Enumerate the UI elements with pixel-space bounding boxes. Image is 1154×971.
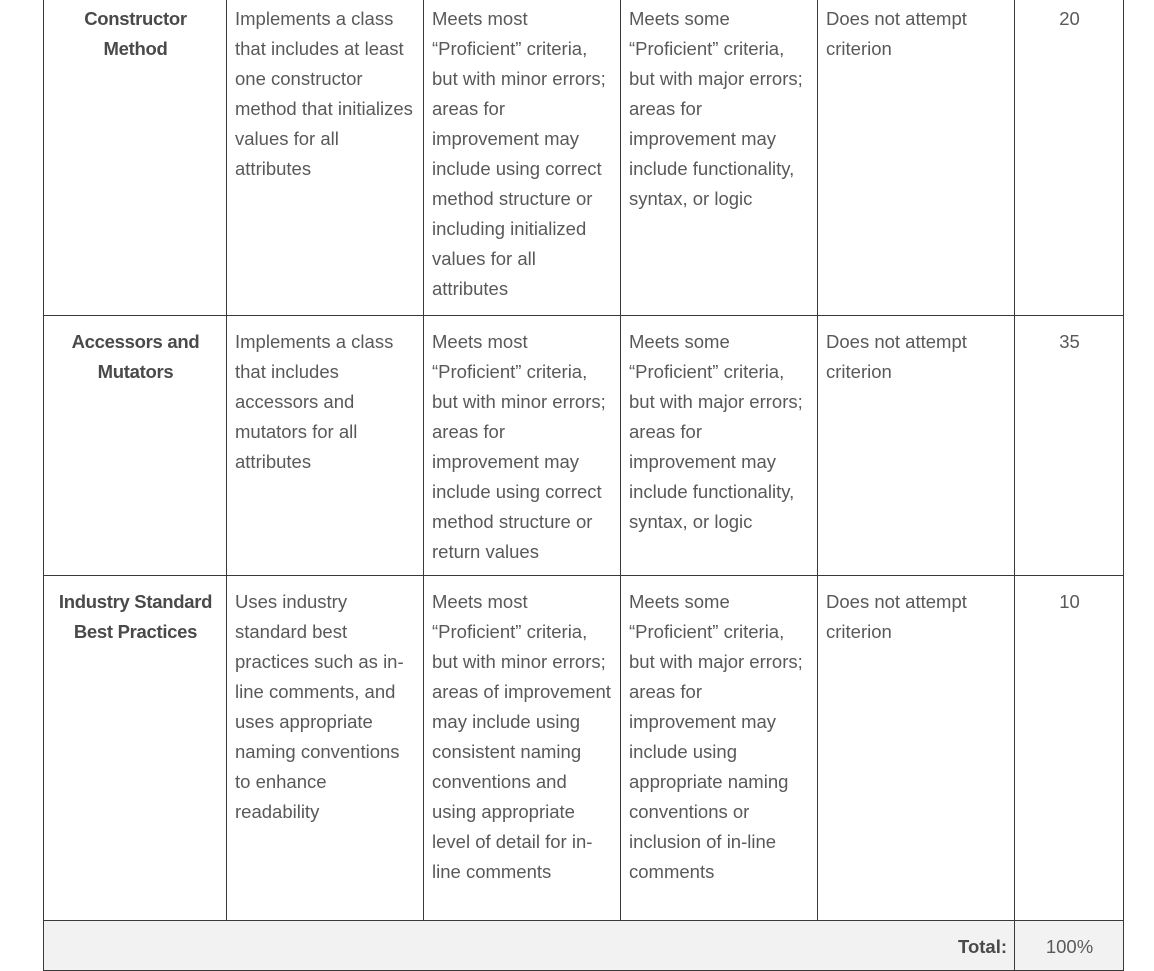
rubric-row-accessors-and-mutators xyxy=(44,316,1124,576)
needs-improvement-cell: Meets some “Proficient” criteria, but with major errors; areas for improvement may include functionality, syntax, or logic xyxy=(621,316,818,576)
rubric-row-industry-standard-best-practices xyxy=(44,576,1124,921)
value-cell: 35 xyxy=(1015,316,1124,576)
total-row xyxy=(44,921,1124,971)
total-label: Total: xyxy=(44,921,1015,971)
not-evident-cell: Does not attempt criterion xyxy=(818,576,1015,921)
total-value: 100% xyxy=(1015,921,1124,971)
needs-improvement-cell: Meets some “Proficient” criteria, but with major errors; areas for improvement may include using appropriate naming conventions or inclusion of in-line comments xyxy=(621,576,818,921)
value-cell: 20 xyxy=(1015,0,1124,316)
proficient-cell: Meets most “Proficient” criteria, but with minor errors; areas for improvement may include using correct method structure or including initialized values for all attributes xyxy=(424,0,621,316)
value-cell: 10 xyxy=(1015,576,1124,921)
exemplary-cell: Uses industry standard best practices such as in-line comments, and uses appropriate naming conventions to enhance readability xyxy=(227,576,424,921)
exemplary-cell: Implements a class that includes accessors and mutators for all attributes xyxy=(227,316,424,576)
criterion-cell: Industry Standard Best Practices xyxy=(44,576,227,921)
rubric-row-constructor-method xyxy=(44,0,1124,316)
criterion-cell: Constructor Method xyxy=(44,0,227,316)
not-evident-cell: Does not attempt criterion xyxy=(818,0,1015,316)
not-evident-cell: Does not attempt criterion xyxy=(818,316,1015,576)
rubric-table xyxy=(43,0,1124,971)
needs-improvement-cell: Meets some “Proficient” criteria, but with major errors; areas for improvement may include functionality, syntax, or logic xyxy=(621,0,818,316)
proficient-cell: Meets most “Proficient” criteria, but with minor errors; areas of improvement may include using consistent naming conventions and using appropriate level of detail for in-line comments xyxy=(424,576,621,921)
exemplary-cell: Implements a class that includes at least one constructor method that initializes values for all attributes xyxy=(227,0,424,316)
criterion-cell: Accessors and Mutators xyxy=(44,316,227,576)
proficient-cell: Meets most “Proficient” criteria, but with minor errors; areas for improvement may include using correct method structure or return values xyxy=(424,316,621,576)
